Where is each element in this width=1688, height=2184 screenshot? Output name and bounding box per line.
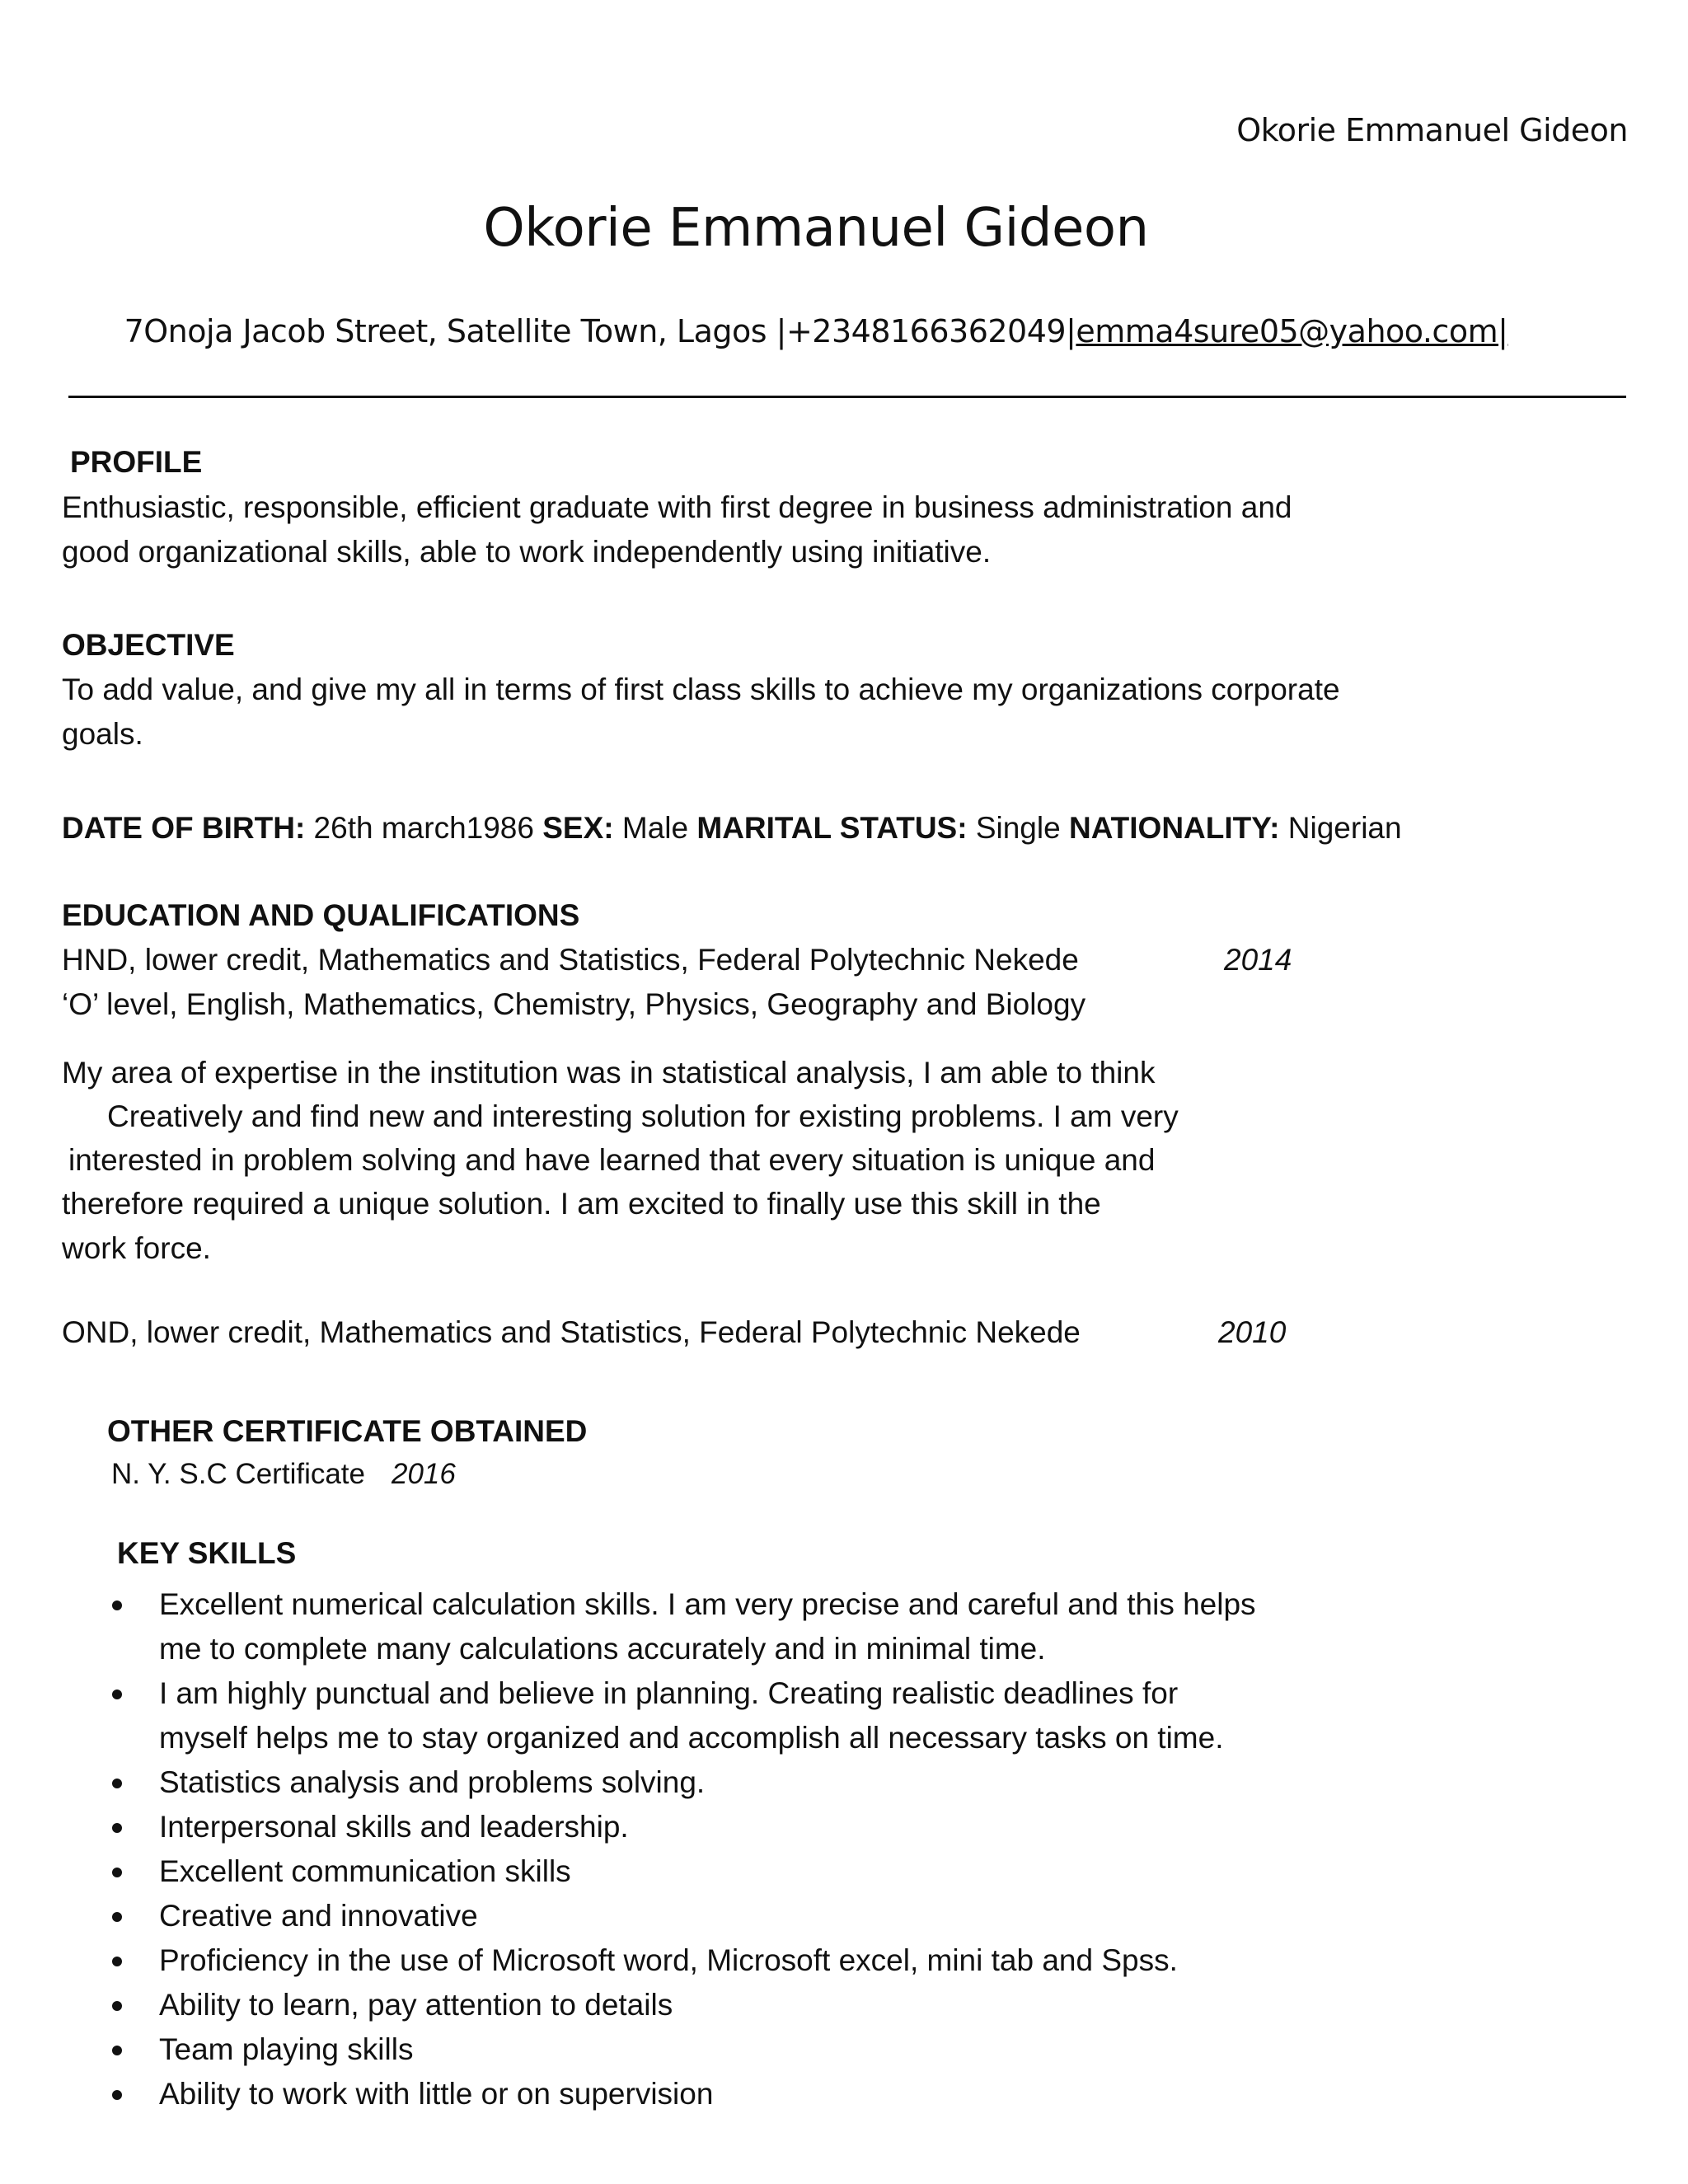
list-item [106, 1760, 1424, 1805]
bullet-icon [112, 1779, 122, 1788]
skill-text: Interpersonal skills and leadership. [159, 1810, 629, 1844]
bullet-icon [112, 1957, 122, 1966]
skill-text: Ability to work with little or on supervision [159, 2077, 714, 2111]
bullet-icon [112, 1690, 122, 1699]
certificates-heading: OTHER CERTIFICATE OBTAINED [107, 1414, 588, 1448]
list-item [106, 1582, 1424, 1671]
list-item [106, 2072, 1424, 2116]
skill-text: Excellent numerical calculation skills. I am very precise and careful and this helps [159, 1587, 1256, 1621]
sex-label: SEX: [542, 811, 614, 845]
list-item [106, 1894, 1424, 1938]
dob-value: 26th march1986 [305, 811, 543, 845]
skill-text: Creative and innovative [159, 1899, 478, 1933]
skill-text: Excellent communication skills [159, 1854, 571, 1888]
bullet-icon [112, 2090, 122, 2100]
list-item [106, 1938, 1424, 1983]
certificate-nysc [111, 1452, 456, 1497]
skill-text: I am highly punctual and believe in planning. Creating realistic deadlines for [159, 1676, 1179, 1710]
nationality-value: Nigerian [1279, 811, 1402, 845]
expertise-line-1: My area of expertise in the institution was in statistical analysis, I am able to think [62, 1056, 1156, 1090]
list-item [106, 1671, 1424, 1760]
expertise-line-4: therefore required a unique solution. I am excited to finally use this skill in the [62, 1187, 1101, 1221]
marital-status-value: Single [967, 811, 1069, 845]
contact-line [0, 313, 1632, 349]
bullet-icon [112, 2001, 122, 2011]
skills-list [106, 1582, 1424, 2116]
expertise-line-3: interested in problem solving and have learned that every situation is unique and [68, 1143, 1156, 1177]
header-divider [68, 396, 1626, 398]
bullet-icon [112, 1912, 122, 1922]
education-ond: OND, lower credit, Mathematics and Statistics, Federal Polytechnic Nekede [62, 1315, 1081, 1349]
profile-line-1: Enthusiastic, responsible, efficient graduate with first degree in business administration and [62, 490, 1292, 524]
page-title: Okorie Emmanuel Gideon [483, 198, 1149, 259]
skills-heading: KEY SKILLS [117, 1536, 297, 1570]
skill-text: Proficiency in the use of Microsoft word, Microsoft excel, mini tab and Spss. [159, 1943, 1178, 1977]
education-heading: EDUCATION AND QUALIFICATIONS [62, 898, 580, 932]
nationality-label: NATIONALITY: [1068, 811, 1280, 845]
email-link[interactable]: emma4sure05@yahoo.com| [1076, 313, 1508, 349]
certificate-nysc-year: 2016 [392, 1458, 456, 1490]
profile-heading: PROFILE [70, 445, 203, 479]
education-hnd: HND, lower credit, Mathematics and Statistics, Federal Polytechnic Nekede [62, 943, 1079, 977]
list-item [106, 1805, 1424, 1849]
certificate-nysc-name: N. Y. S.C Certificate [111, 1458, 365, 1490]
education-ond-year: 2010 [1218, 1315, 1287, 1349]
education-olevel: ‘O’ level, English, Mathematics, Chemistry, Physics, Geography and Biology [62, 987, 1086, 1021]
skill-text: Statistics analysis and problems solving. [159, 1765, 706, 1799]
running-header-name: Okorie Emmanuel Gideon [1236, 112, 1628, 148]
profile-line-2: good organizational skills, able to work independently using initiative. [62, 535, 992, 569]
skill-text: Team playing skills [159, 2032, 414, 2066]
dob-label: DATE OF BIRTH: [62, 811, 306, 845]
objective-line-2: goals. [62, 717, 143, 751]
expertise-line-2: Creatively and find new and interesting solution for existing problems. I am very [107, 1099, 1179, 1133]
expertise-line-5: work force. [62, 1231, 211, 1265]
bullet-icon [112, 1868, 122, 1877]
marital-status-label: MARITAL STATUS: [696, 811, 968, 845]
contact-address-phone: 7Onoja Jacob Street, Satellite Town, Lagos |+2348166362049| [124, 313, 1076, 349]
objective-heading: OBJECTIVE [62, 628, 235, 662]
skill-text: me to complete many calculations accurately and in minimal time. [159, 1632, 1046, 1666]
list-item [106, 1849, 1424, 1894]
bullet-icon [112, 1601, 122, 1610]
skill-text: myself helps me to stay organized and accomplish all necessary tasks on time. [159, 1721, 1224, 1755]
sex-value: Male [613, 811, 697, 845]
personal-details [62, 806, 1402, 851]
bullet-icon [112, 1823, 122, 1833]
skill-text: Ability to learn, pay attention to details [159, 1988, 673, 2022]
list-item [106, 1983, 1424, 2027]
list-item [106, 2027, 1424, 2072]
education-hnd-year: 2014 [1224, 943, 1292, 977]
bullet-icon [112, 2046, 122, 2055]
objective-line-1: To add value, and give my all in terms of first class skills to achieve my organizations corporate [62, 673, 1340, 706]
